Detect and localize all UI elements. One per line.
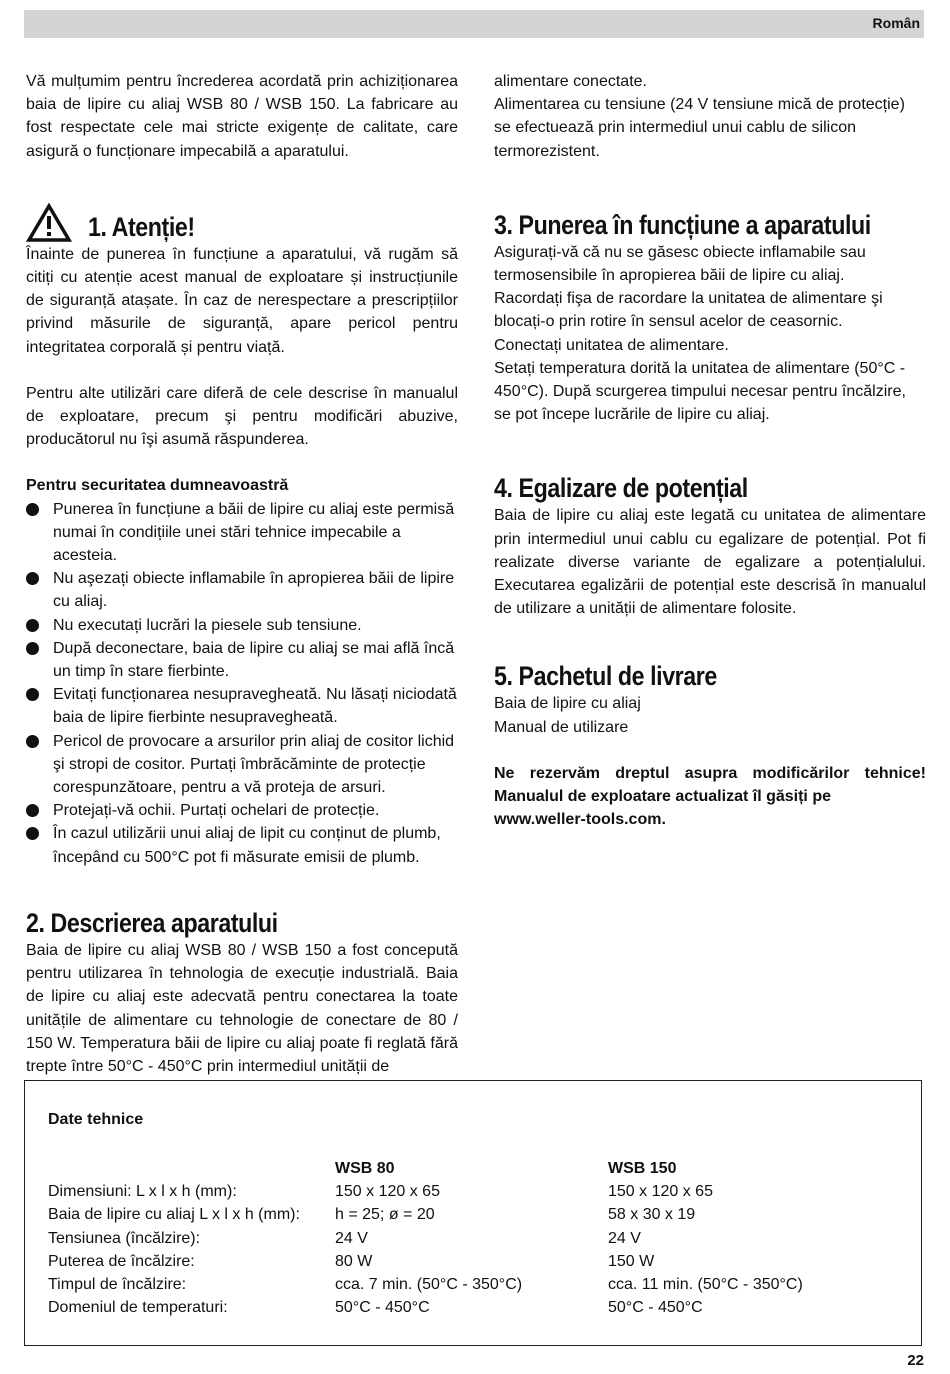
section-1-title: 1. Atenție! (88, 211, 195, 242)
table-cell: Domeniul de temperaturi: (48, 1299, 228, 1317)
bullet-icon (26, 827, 39, 840)
section-3-line: Setați temperatura dorită la unitatea de alimentare (50°C - 450°C). După scurgerea timpului necesar pentru încălzire, se pot începe lucrările de lipire cu aliaj. (494, 359, 906, 424)
bullet-icon (26, 619, 39, 632)
list-item: Nu executați lucrări la piesele sub tensiune. (26, 614, 458, 637)
left-column (26, 70, 458, 1078)
table-cell: 50°C - 450°C (335, 1299, 430, 1317)
table-cell: Tensiunea (încălzire): (48, 1229, 201, 1247)
table-row (48, 1180, 908, 1203)
notice-line-2: Manualul de exploatare actualizat îl găsiți pe (494, 788, 831, 806)
section-3-line: Asigurați-vă că nu se găsesc obiecte inflamabile sau termosensibile în apropierea băii de lipire cu aliaj. (494, 243, 866, 285)
table-cell: 150 x 120 x 65 (335, 1183, 440, 1201)
technical-data-title: Date tehnice (48, 1111, 144, 1128)
list-item: Nu aşezați obiecte inflamabile în apropierea băii de lipire cu aliaj. (26, 567, 458, 613)
table-cell: 80 W (335, 1252, 373, 1270)
section-4-title: 4. Egalizare de potențial (494, 473, 748, 504)
table-cell: 50°C - 450°C (608, 1299, 703, 1317)
table-cell: 58 x 30 x 19 (608, 1206, 696, 1224)
section-2-supply-paragraph: Alimentarea cu tensiune (24 V tensiune mică de protecție) se efectuează prin intermediul unui cablu de silicon termorezistent. (494, 96, 905, 160)
right-column (494, 70, 926, 831)
list-item: Punerea în funcțiune a băii de lipire cu aliaj este permisă numai în condițiile unei stări tehnice impecabile a acesteia. (26, 498, 458, 568)
page-number: 22 (907, 1352, 924, 1369)
table-row (48, 1250, 908, 1273)
table-header-cell: WSB 80 (335, 1160, 395, 1177)
list-item: După deconectare, baia de lipire cu aliaj se mai află încă un timp în stare fierbinte. (26, 637, 458, 683)
table-cell: h = 25; ø = 20 (335, 1206, 435, 1224)
table-header-row (48, 1157, 908, 1180)
intro-paragraph: Vă mulțumim pentru încrederea acordată prin achiziționarea baia de lipire cu aliaj WSB 80 / WSB 150. La fabricare au fost respectate cele mai stricte exigențe de calitate, care asigură o funcționare impecabilă a aparatului. (26, 73, 458, 160)
bullet-icon (26, 688, 39, 701)
delivery-item: Baia de lipire cu aliaj (494, 695, 641, 713)
table-cell: cca. 7 min. (50°C - 350°C) (335, 1275, 523, 1293)
notice-url-link[interactable]: www.weller-tools.com. (494, 811, 666, 829)
language-label: Român (872, 15, 920, 31)
list-item: În cazul utilizării unui aliaj de lipit cu conținut de plumb, începând cu 500°C pot fi măsurate emisii de plumb. (26, 822, 458, 868)
technical-data-box (24, 1080, 922, 1346)
table-cell: cca. 11 min. (50°C - 350°C) (608, 1275, 803, 1293)
table-row (48, 1273, 908, 1296)
warning-triangle-icon (26, 203, 72, 243)
table-cell: Baia de lipire cu aliaj L x l x h (mm): (48, 1206, 300, 1224)
table-cell: 24 V (335, 1229, 368, 1247)
list-item: Evitați funcționarea nesupravegheată. Nu lăsați niciodată baia de lipire fierbinte nesupravegheată. (26, 683, 458, 729)
section-1-paragraph-1: Înainte de punerea în funcțiune a aparatului, vă rugăm să citiți cu atenție acest manual de exploatare și instrucțiunile de siguranță atașate. În caz de nerespectare a prescripțiilor privind măsurile de siguranță, apare pericol pentru integritatea corporală și pentru viață. (26, 245, 458, 356)
section-3-line: Racordați fişa de racordare la unitatea de alimentare şi blocați-o prin rotire în sensul acelor de ceasornic. (494, 290, 883, 331)
technical-data-table (48, 1157, 908, 1319)
section-3-title: 3. Punerea în funcțiune a aparatului (494, 209, 871, 240)
table-row (48, 1203, 908, 1226)
bullet-icon (26, 735, 39, 748)
delivery-item: Manual de utilizare (494, 718, 629, 736)
bullet-icon (26, 572, 39, 585)
section-2-title: 2. Descrierea aparatului (26, 907, 278, 938)
section-4-paragraph: Baia de lipire cu aliaj este legată cu unitatea de alimentare prin intermediul unui cablu cu egalizare de potențial. Pot fi realizate diverse variante de egalizare a potențialului. Executarea egalizării de potențial este descrisă în manualul de utilizare a unității de alimentare folosite. (494, 507, 926, 618)
section-1-heading (26, 203, 458, 243)
list-item: Pericol de provocare a arsurilor prin aliaj de cositor lichid şi stropi de cositor. Purtați îmbrăcăminte de protecție corespunzătoare, pentru a vă proteja de arsuri. (26, 730, 458, 800)
table-cell: 150 W (608, 1252, 655, 1270)
list-item: Protejați-vă ochii. Purtați ochelari de protecție. (26, 799, 458, 822)
table-cell: 24 V (608, 1229, 641, 1247)
bullet-icon (26, 804, 39, 817)
table-row (48, 1296, 908, 1319)
bullet-icon (26, 642, 39, 655)
section-3-line: Conectați unitatea de alimentare. (494, 336, 729, 354)
table-row (48, 1227, 908, 1250)
table-cell: Timpul de încălzire: (48, 1275, 187, 1293)
section-2-continuation: alimentare conectate. (494, 73, 647, 90)
header-bar (24, 10, 924, 38)
section-2-paragraph: Baia de lipire cu aliaj WSB 80 / WSB 150 a fost concepută pentru utilizarea în tehnologia de execuție industrială. Baia de lipire cu aliaj este adecvată pentru conectarea la toate unitățile de alimentare cu tehnologie de conectare de 80 / 150 W. Temperatura băii de lipire cu aliaj poate fi reglată fără trepte între 50°C - 450°C prin intermediul unității de (26, 941, 458, 1075)
table-cell: Dimensiuni: L x l x h (mm): (48, 1183, 237, 1201)
section-1-paragraph-2: Pentru alte utilizări care diferă de cele descrise în manualul de exploatare, precum şi pentru modificări abuzive, producătorul nu îşi asumă răspunderea. (26, 384, 458, 449)
table-cell: 150 x 120 x 65 (608, 1183, 713, 1201)
table-header-cell: WSB 150 (608, 1160, 677, 1177)
table-cell: Puterea de încălzire: (48, 1252, 195, 1270)
bullet-icon (26, 503, 39, 516)
safety-title: Pentru securitatea dumneavoastră (26, 477, 289, 495)
safety-list (26, 498, 458, 869)
notice-line-1: Ne rezervăm dreptul asupra modificărilor tehnice! (494, 764, 926, 782)
section-5-title: 5. Pachetul de livrare (494, 661, 717, 692)
